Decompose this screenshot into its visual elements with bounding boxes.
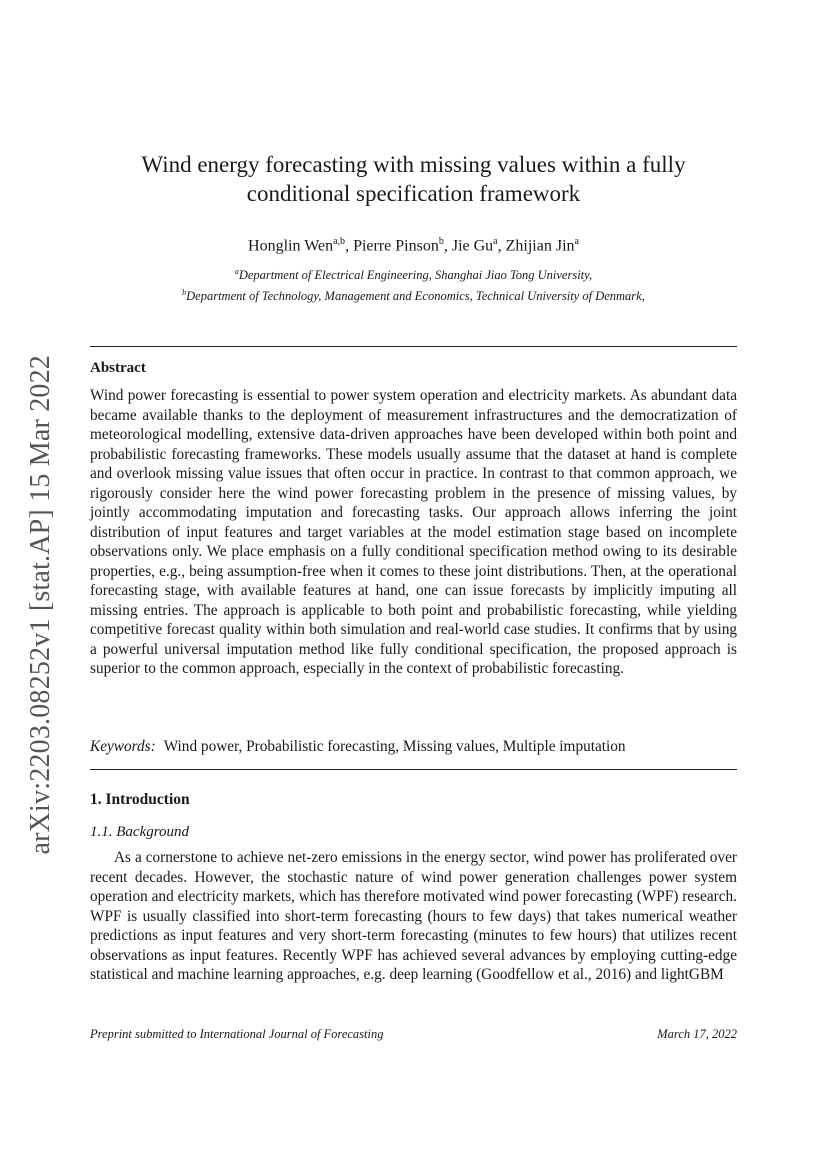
author-affil-mark: b — [438, 236, 444, 247]
arxiv-sidebar — [24, 355, 58, 865]
author-name: Jie Gu — [451, 237, 494, 255]
affiliation-text: Department of Electrical Engineering, Shanghai Jiao Tong University, — [238, 268, 593, 283]
keywords-text: Wind power, Probabilistic forecasting, Missing values, Multiple imputation — [163, 738, 626, 755]
affiliation-mark: b — [182, 288, 187, 298]
title-line-2: conditional specification framework — [246, 181, 581, 206]
title-line-1: Wind energy forecasting with missing values within a fully — [141, 152, 686, 177]
affiliation-line — [90, 284, 737, 305]
footer-preprint-note: Preprint submitted to International Journal of Forecasting — [90, 1027, 384, 1041]
paper-title — [90, 150, 737, 208]
abstract-body: Wind power forecasting is essential to power system operation and electricity markets. As abundant data became available thanks to the deployment of measurement infrastructures and the democratization of meteorological modelling, extensive data-driven approaches have been developed within both point and probabilistic forecasting frameworks. These models usually assume that the dataset at hand is complete and overlook missing value issues that often occur in practice. In contrast to that common approach, we rigorously consider here the wind power forecasting problem in the presence of missing values, by jointly accommodating imputation and forecasting tasks. Our approach allows inferring the joint distribution of input features and target variables at the model estimation stage based on incomplete observations only. We place emphasis on a fully conditional specification method owing to its desirable properties, e.g., being assumption-free when it comes to these joint distributions. Then, at the operational forecasting stage, with available features at hand, one can issue forecasts by implicitly imputing all missing entries. The approach is applicable to both point and probabilistic forecasting, while yielding competitive forecast quality within both simulation and real-world case studies. It confirms that by using a powerful universal imputation method like fully conditional specification, the proposed approach is superior to the common approach, especially in the context of probabilistic forecasting. — [90, 387, 737, 677]
abstract-heading: Abstract — [90, 360, 146, 376]
arxiv-identifier: arXiv:2203.08252v1 [stat.AP] 15 Mar 2022 — [25, 355, 56, 855]
author-affil-mark: a — [574, 236, 579, 247]
keywords-label: Keywords: — [90, 738, 156, 755]
author-list: Honglin Wen$^{a,b}$, Pierre Pinson$^b$, Jie Gu$^a$, Zhijian Jin$^a$ — [248, 236, 579, 255]
abstract-bottom-rule — [90, 769, 737, 770]
section-heading: 1. Introduction — [90, 791, 190, 808]
author-name: Honglin Wen — [248, 237, 334, 255]
author-name: Zhijian Jin — [505, 237, 575, 255]
affiliation-line — [90, 263, 737, 284]
affiliations — [90, 263, 737, 305]
subsection-heading: 1.1. Background — [90, 824, 190, 840]
introduction-body: As a cornerstone to achieve net-zero emissions in the energy sector, wind power has proliferated over recent decades. However, the stochastic nature of wind power generation challenges power system operation and electricity markets, which has therefore motivated wind power forecasting (WPF) research. WPF is usually classified into short-term forecasting (hours to few days) that takes numerical weather predictions as input features and very short-term forecasting (minutes to few hours) that utilizes recent observations as input features. Recently WPF has achieved several advances by employing cutting-edge statistical and machine learning approaches, e.g. deep learning (Goodfellow et al., 2016) and lightGBM — [90, 849, 737, 983]
affiliation-text: Department of Technology, Management and Economics, Technical University of Denmark, — [186, 289, 645, 304]
abstract-top-rule — [90, 346, 737, 347]
author-name: Pierre Pinson — [353, 237, 439, 255]
affiliation-mark: a — [234, 267, 239, 276]
keywords-line — [90, 737, 737, 757]
author-affil-mark: a,b — [333, 236, 346, 247]
author-affil-mark: a — [493, 236, 498, 247]
footer-date: March 17, 2022 — [657, 1027, 737, 1041]
